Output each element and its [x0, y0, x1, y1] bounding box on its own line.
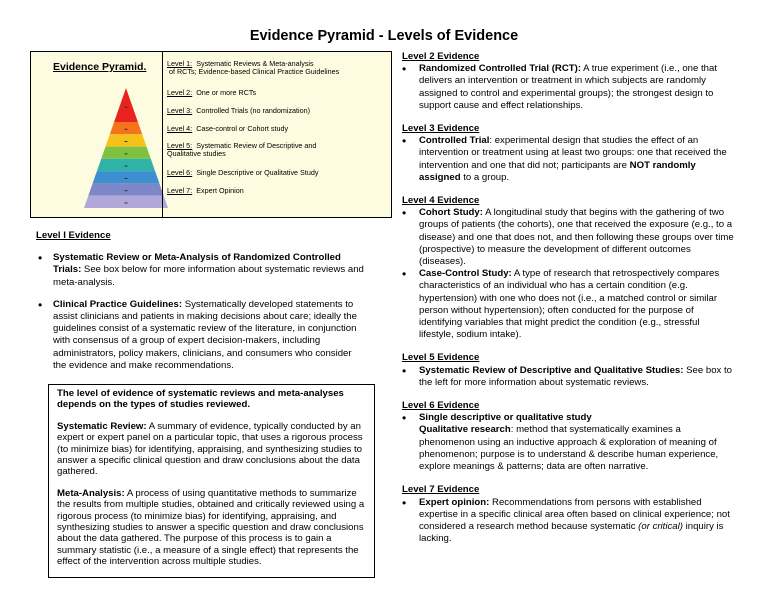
- level-4-case-control: [402, 268, 734, 341]
- pyramid-layer-mark: [125, 178, 128, 179]
- item-bold: Systematic Review or Meta-Analysis of Randomized Controlled Trials:: [53, 252, 341, 276]
- pyramid-layer: [110, 122, 142, 134]
- pyramid-layer-mark: [125, 107, 128, 108]
- evidence-pyramid-box: [30, 51, 392, 218]
- level-1-heading: Level I Evidence: [36, 230, 111, 241]
- pyramid-level-2: [167, 89, 389, 97]
- left-column: [36, 230, 366, 372]
- level-7-heading: Level 7 Evidence: [402, 484, 480, 496]
- pyramid-layer: [93, 171, 160, 183]
- pyramid-layer-mark: [125, 166, 128, 167]
- pyramid-layer: [101, 147, 151, 159]
- pyramid-level-7: [167, 187, 389, 195]
- pyramid-layer: [106, 134, 147, 146]
- item-bold: Controlled Trial: [419, 135, 490, 147]
- term-bold: Systematic Review:: [57, 420, 147, 432]
- level-2-heading: Level 2 Evidence: [402, 51, 480, 62]
- item-text: Systematically developed statements to assist clinicians and patients in making decisions about care; ideally the guidelines consist of a systematic review of the literature, in conjunction with consensus of a group of expert decision-makers, including administrators, policy makers, clinicians, and consumers who consider the evidence and make recommendations.: [53, 298, 357, 371]
- level-key: Level 7:: [167, 186, 193, 195]
- level-key: Level 4:: [167, 124, 193, 133]
- pyramid-layer: [114, 88, 138, 122]
- term-bold: Meta-Analysis:: [57, 487, 125, 499]
- item-text: : experimental design that studies the effect of an intervention or treatment using at least two groups: one that received the intervention and one that did not; participants are: [419, 135, 727, 171]
- level-text-cont: of RCTs; Evidence-based Clinical Practice Guidelines: [169, 67, 340, 77]
- item-text: Recommendations from persons with established expertise in a specific clinical area often based on clinical experience; not considered a research method because systematic: [419, 496, 730, 532]
- pyramid-heading: Evidence Pyramid.: [53, 61, 147, 73]
- level-5-item: [402, 365, 734, 389]
- level-text: Case-control or Cohort study: [196, 124, 289, 133]
- pyramid-level-1: [167, 60, 389, 77]
- level-text: Controlled Trials (no randomization): [196, 106, 311, 115]
- level-key: Level 6:: [167, 168, 193, 177]
- level-7-item: [402, 497, 734, 546]
- pyramid-layer-mark: [125, 202, 128, 203]
- systematic-review-info-box: [48, 384, 375, 578]
- level-key: Level 1:: [167, 59, 193, 68]
- item-bold: Single descriptive or qualitative study: [419, 412, 592, 424]
- item-text: See box to the left for more information about systematic reviews.: [419, 364, 732, 388]
- item-bold: Qualitative research: [419, 424, 511, 436]
- level-text: Systematic Reviews & Meta-analysis: [196, 59, 314, 68]
- item-text: A true experiment (i.e., one that delivers an intervention or treatment in which subjects are randomly assigned to control and experimental groups); the strongest design to support cause and effect relationships.: [419, 63, 718, 111]
- pyramid-level-4: [167, 125, 389, 133]
- pyramid-level-6: [167, 169, 389, 177]
- item-text: See box below for more information about systematic reviews and meta-analysis.: [53, 264, 364, 288]
- item-text: A type of research that retrospectively compares characteristics of an individual who has a certain condition (e.g. hypertension) with one who does not (i.e., a matched control or similar person without hypertension); often conducted for the purpose of identifying variables that might predict the condition (e.g., stressful lifestyle, sodium intake).: [419, 268, 720, 341]
- level-text-cont: Qualitative studies: [167, 149, 226, 159]
- level-text: One or more RCTs: [196, 88, 257, 97]
- item-text: : method that systematically examines a phenomenon using an inductive approach & exploration of meaning of phenomenon; purpose is to understand & describe human experience, explore meanings & patterns; data are often narrative.: [419, 424, 719, 473]
- level-text: Single Descriptive or Qualitative Study: [196, 168, 319, 177]
- box-divider: [162, 52, 163, 217]
- box-meta-analysis: [57, 488, 366, 568]
- level-text: Systematic Review of Descriptive and: [196, 141, 317, 150]
- item-text: A longitudinal study that begins with the gathering of two groups of patients (the cohorts), one that received the exposure (e.g., to a disease) and one that does not, and then following these groups over time (prospective) to measure the development of different outcomes (diseases).: [419, 207, 734, 268]
- level-1-item-systematic-review: [36, 252, 366, 289]
- level-text: Expert Opinion: [196, 186, 244, 195]
- item-text: inquiry is lacking.: [419, 520, 724, 545]
- right-column: [402, 51, 734, 545]
- pyramid-graphic: [81, 86, 171, 210]
- level-6-heading: Level 6 Evidence: [402, 400, 480, 412]
- level-2-item: [402, 63, 734, 112]
- level-key: Level 5:: [167, 141, 193, 150]
- page-title: Evidence Pyramid - Levels of Evidence: [249, 28, 519, 44]
- box-systematic-review: [57, 421, 366, 478]
- item-text: to a group.: [460, 171, 510, 183]
- pyramid-layer-mark: [125, 153, 128, 154]
- item-bold: Clinical Practice Guidelines:: [53, 298, 183, 310]
- pyramid-layer: [97, 159, 155, 171]
- level-3-item: [402, 135, 734, 184]
- level-6-item: [402, 412, 734, 473]
- box-heading: The level of evidence of systematic reviews and meta-analyses depends on the types of studies reviewed.: [57, 388, 344, 411]
- pyramid-layer-mark: [125, 129, 128, 130]
- item-bold: NOT randomly assigned: [419, 159, 696, 183]
- item-bold: Cohort Study:: [419, 207, 483, 219]
- term-text: A process of using quantitative methods to summarize the results from multiple studies, obtained and critically reviewed using a rigorous process (to minimize bias) for identifying, appraising, and synthesizing studies to answer a specific question and draw conclusions about the data gathered. The purpose of this process is to gain a summary statistic (i.e., a measure of a single effect) that represents the effect of the intervention across multiple studies.: [57, 487, 365, 568]
- item-bold: Randomized Controlled Trial (RCT):: [419, 63, 582, 75]
- pyramid-layer-mark: [125, 141, 128, 142]
- level-4-cohort: [402, 207, 734, 268]
- item-bold: Systematic Review of Descriptive and Qualitative Studies:: [419, 364, 684, 376]
- item-bold: Expert opinion:: [419, 496, 490, 508]
- term-text: A summary of evidence, typically conducted by an expert or expert panel on a particular topic, that uses a rigorous process (to minimize bias) for identifying, appraising, and synthesizing studies to answer a specific clinical question and draw conclusions about the data gathered.: [57, 420, 363, 478]
- level-1-item-guidelines: [36, 299, 366, 372]
- pyramid-layer: [88, 183, 163, 195]
- level-3-heading: Level 3 Evidence: [402, 123, 480, 135]
- pyramid-level-5: [167, 142, 389, 159]
- item-bold: Case-Control Study:: [419, 268, 512, 280]
- item-italic: (or critical): [638, 520, 683, 532]
- pyramid-layer-mark: [125, 190, 128, 191]
- level-key: Level 2:: [167, 88, 193, 97]
- level-5-heading: Level 5 Evidence: [402, 352, 480, 364]
- level-4-heading: Level 4 Evidence: [402, 195, 480, 207]
- pyramid-layer: [84, 196, 168, 208]
- level-key: Level 3:: [167, 106, 193, 115]
- pyramid-level-3: [167, 107, 389, 115]
